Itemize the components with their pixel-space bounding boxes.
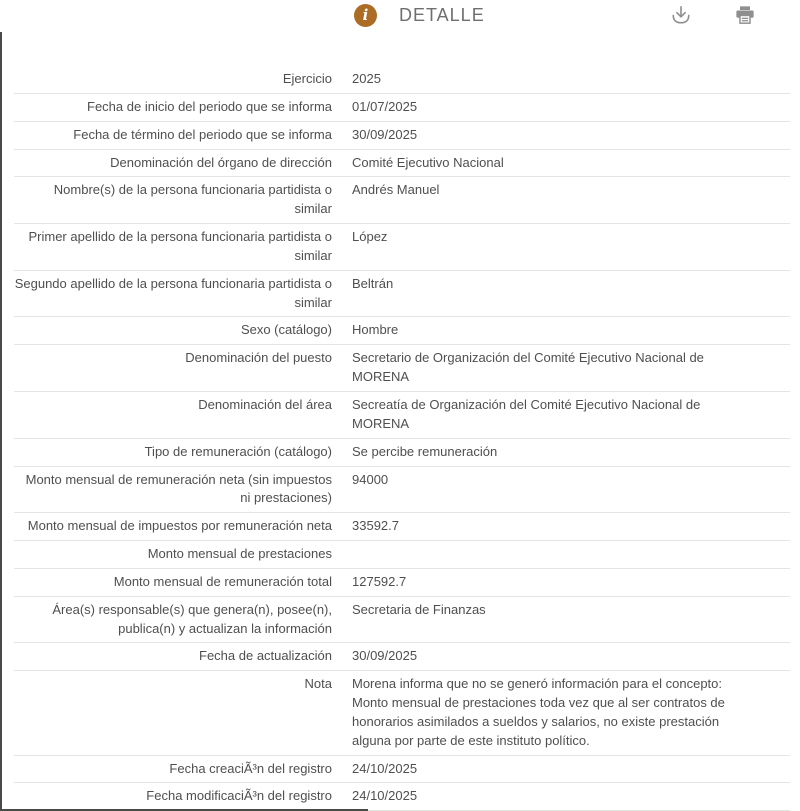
row-value: Hombre [352, 322, 399, 338]
table-row [14, 512, 790, 540]
detail-panel [0, 32, 800, 811]
table-row [14, 670, 790, 754]
detail-table [2, 66, 800, 811]
table-row [14, 176, 790, 223]
download-icon [670, 5, 692, 25]
table-row [14, 642, 790, 670]
table-row [14, 755, 790, 783]
row-value: Secretaria de Finanzas [352, 601, 486, 617]
table-row [14, 596, 790, 643]
row-label: Fecha de término del periodo que se informa [73, 126, 332, 142]
info-icon[interactable]: i [354, 4, 377, 27]
row-value: 30/09/2025 [352, 648, 418, 664]
row-value: Andrés Manuel [352, 182, 440, 198]
print-button[interactable] [734, 5, 756, 25]
table-row [14, 438, 790, 466]
row-label: Sexo (catálogo) [240, 322, 332, 338]
table-row [14, 121, 790, 149]
row-label: Segundo apellido de la persona funcionaria partidista o similar [14, 275, 332, 310]
print-icon [734, 5, 756, 25]
row-value: 30/09/2025 [352, 126, 418, 142]
table-row [14, 66, 790, 93]
row-value: 01/07/2025 [352, 98, 418, 114]
row-value: López [352, 229, 388, 245]
row-value: Secretario de Organización del Comité Ejecutivo Nacional de MORENA [352, 350, 708, 385]
row-label: Monto mensual de prestaciones [147, 546, 332, 562]
header-actions [670, 5, 756, 25]
row-value: Beltrán [352, 275, 394, 291]
row-label: Nota [304, 676, 332, 692]
row-label: Tipo de remuneración (catálogo) [144, 443, 332, 459]
table-row [14, 782, 790, 811]
row-value: 2025 [352, 71, 381, 86]
title-group [354, 4, 485, 27]
table-row [14, 568, 790, 596]
row-label: Fecha de actualización [199, 648, 332, 664]
row-label: Monto mensual de impuestos por remuneración neta [27, 518, 332, 534]
row-label: Nombre(s) de la persona funcionaria partidista o similar [53, 182, 332, 217]
row-value: 24/10/2025 [352, 760, 418, 776]
table-row [14, 93, 790, 121]
row-label: Fecha creaciÃ³n del registro [169, 760, 332, 776]
table-row [14, 223, 790, 270]
table-row [14, 391, 790, 438]
row-label: Denominación del órgano de dirección [110, 154, 332, 170]
table-row [14, 344, 790, 391]
row-label: Primer apellido de la persona funcionaria partidista o similar [28, 229, 332, 263]
table-row [14, 540, 790, 568]
row-label: Monto mensual de remuneración neta (sin impuestos ni prestaciones) [25, 471, 332, 506]
table-row [14, 316, 790, 344]
row-value: 127592.7 [352, 573, 407, 589]
page-title: DETALLE [399, 5, 485, 25]
row-value: 94000 [352, 471, 389, 487]
header-bar [0, 0, 800, 32]
table-row [14, 149, 790, 177]
download-button[interactable] [670, 5, 692, 25]
row-value: Comité Ejecutivo Nacional [352, 154, 504, 170]
row-label: Denominación del área [198, 396, 332, 412]
row-value: Morena informa que no se generó información para el concepto: Monto mensual de prestaciones toda vez que al ser contratos de honorarios asimilados a sueldos y salarios, no existe prestación alguna por parte de este instituto político. [352, 676, 729, 748]
row-label: Fecha de inicio del periodo que se informa [87, 98, 332, 114]
row-label: Área(s) responsable(s) que genera(n), posee(n), publica(n) y actualizan la información [52, 601, 332, 636]
table-row [14, 270, 790, 317]
row-value: Se percibe remuneración [352, 443, 498, 459]
row-value: 24/10/2025 [352, 788, 418, 804]
row-value: 33592.7 [352, 518, 399, 534]
row-label: Denominación del puesto [185, 350, 332, 366]
row-label: Fecha modificaciÃ³n del registro [146, 788, 332, 804]
row-label: Monto mensual de remuneración total [113, 573, 332, 589]
row-value: Secreatía de Organización del Comité Ejecutivo Nacional de MORENA [352, 396, 704, 431]
table-row [14, 466, 790, 513]
row-label: Ejercicio [282, 71, 332, 86]
